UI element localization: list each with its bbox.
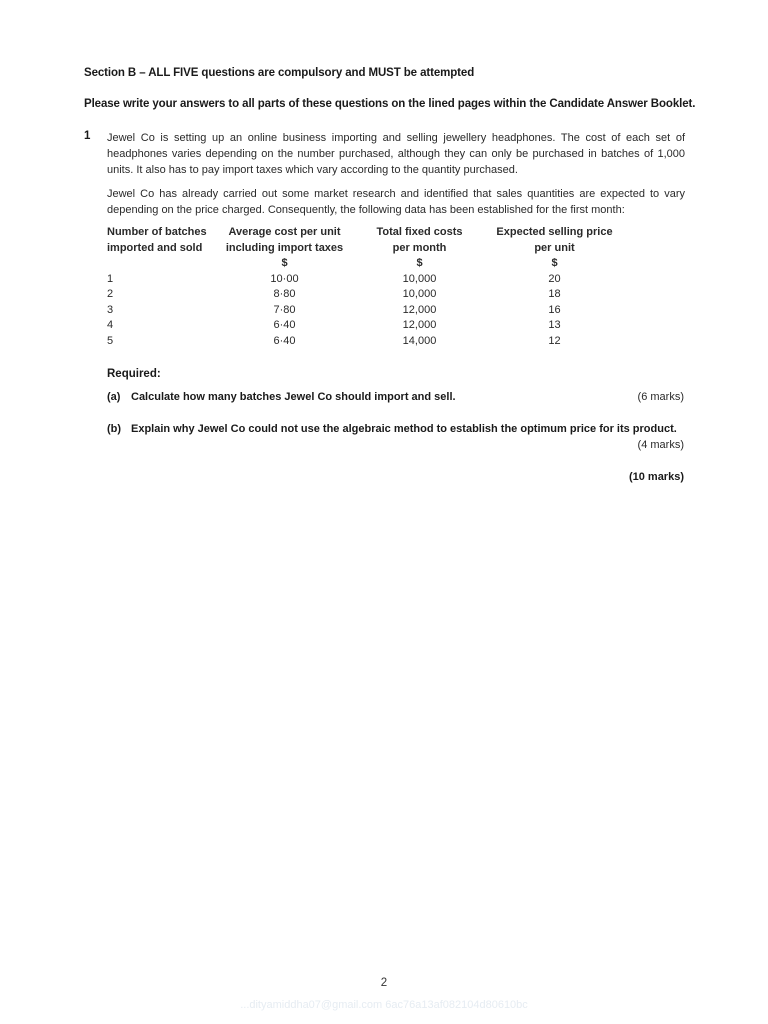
part-a-marks: (6 marks)	[637, 391, 684, 403]
table-cell: 8·80	[273, 288, 296, 301]
table-cell: 6·40	[273, 319, 296, 332]
watermark: ...dityamiddha07@gmail.com 6ac76a13af082104d80610bc	[240, 999, 528, 1011]
part-a-text: Calculate how many batches Jewel Co should import and sell.	[131, 391, 456, 403]
data-table	[107, 225, 622, 349]
table-cell: 13	[548, 319, 561, 332]
table-cell: 14,000	[402, 334, 437, 347]
table-cell: 4	[107, 319, 114, 332]
table-row	[107, 272, 622, 288]
table-cell: 12,000	[402, 303, 437, 316]
table-cell: 16	[548, 303, 561, 316]
column-header-average-cost: Average cost per unit including import taxes $	[225, 226, 344, 269]
table-cell: 12	[548, 334, 561, 347]
table-cell: 10·00	[270, 272, 299, 285]
table-cell: 1	[107, 272, 114, 285]
table-cell: 7·80	[273, 303, 296, 316]
table-cell: 10,000	[402, 272, 437, 285]
total-marks: (10 marks)	[628, 471, 684, 483]
part-b-label: (b)	[107, 423, 122, 435]
question-paragraph-1: Jewel Co is setting up an online business importing and selling jewellery headphones. The cost of each set of headphones varies depending on the number purchased, although they can only be purchased in batches of 1,000 units. It also has to pay import taxes which vary according to the quantity purchased.	[107, 132, 685, 176]
section-heading: Section B – ALL FIVE questions are compulsory and MUST be attempted	[84, 67, 475, 79]
table-cell: 20	[548, 272, 561, 285]
table-cell: 18	[548, 288, 561, 301]
table-cell: 5	[107, 334, 114, 347]
table-row	[107, 287, 622, 303]
table-cell: 10,000	[402, 288, 437, 301]
table-cell: 6·40	[273, 334, 296, 347]
page-number: 2	[380, 977, 388, 989]
table-row	[107, 303, 622, 319]
column-header-fixed-costs: Total fixed costs per month $	[376, 226, 463, 269]
table-header-row	[107, 225, 622, 272]
question-paragraph-2: Jewel Co has already carried out some market research and identified that sales quantities are expected to vary depending on the price charged. Consequently, the following data has been established for the first month:	[107, 188, 685, 216]
table-cell: 3	[107, 303, 114, 316]
table-row	[107, 318, 622, 334]
part-b	[107, 423, 685, 435]
table-row	[107, 334, 622, 350]
part-b-text: Explain why Jewel Co could not use the algebraic method to establish the optimum price for its product.	[131, 423, 677, 435]
column-header-selling-price: Expected selling price per unit $	[496, 226, 613, 269]
required-heading: Required:	[107, 368, 161, 380]
question-number: 1	[84, 130, 91, 142]
table-cell: 2	[107, 288, 114, 301]
column-header-batches: Number of batches imported and sold	[107, 226, 207, 254]
part-b-marks: (4 marks)	[637, 439, 684, 451]
instruction-text: Please write your answers to all parts of these questions on the lined pages within the Candidate Answer Booklet.	[84, 98, 696, 110]
part-a	[107, 391, 685, 403]
table-cell: 12,000	[402, 319, 437, 332]
part-a-label: (a)	[107, 391, 121, 403]
